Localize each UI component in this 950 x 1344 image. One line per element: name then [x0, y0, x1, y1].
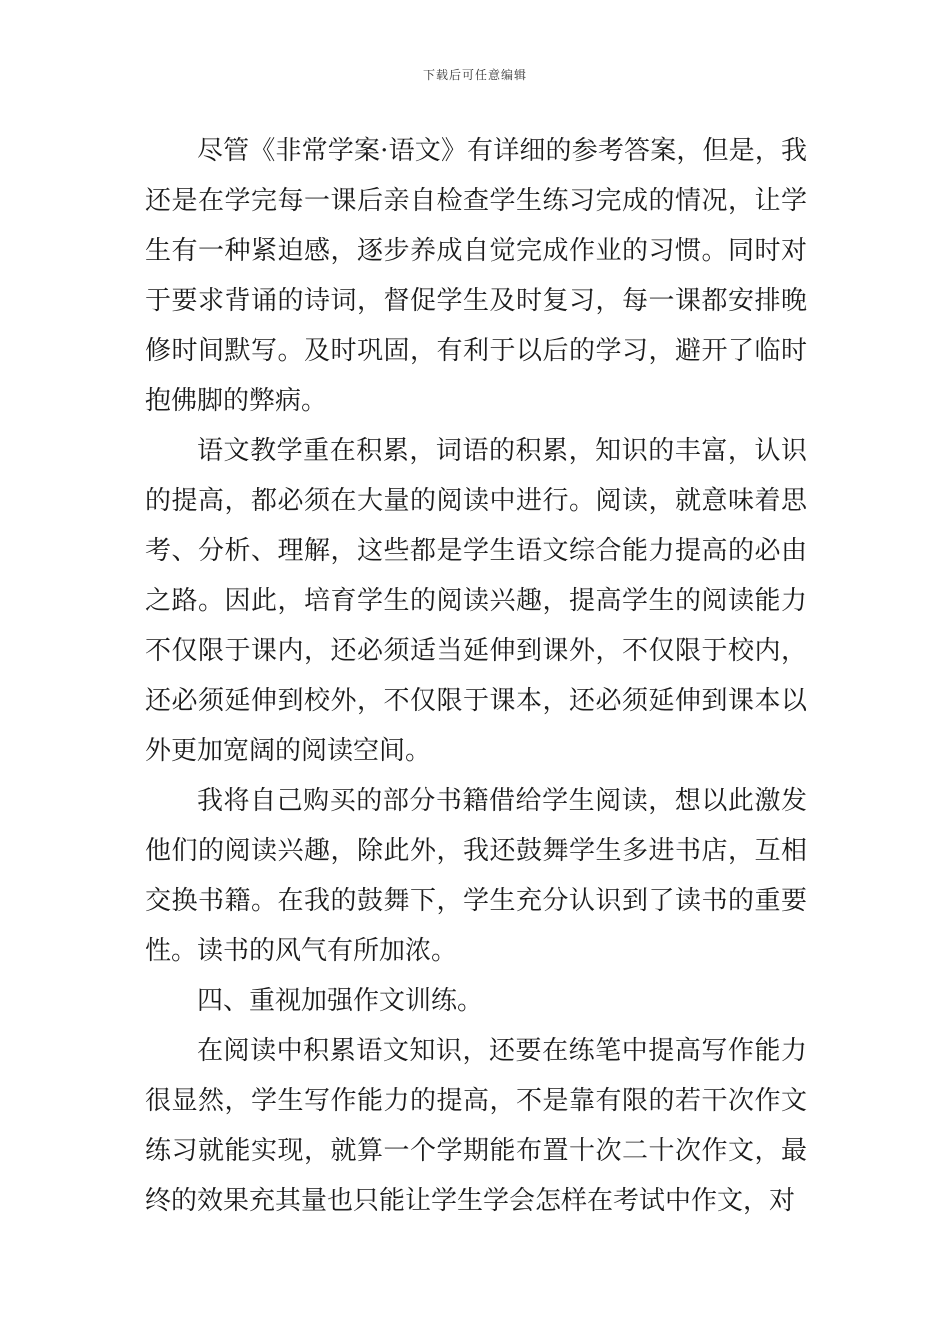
- paragraph-3: 我将自己购买的部分书籍借给学生阅读，想以此激发他们的阅读兴趣，除此外，我还鼓舞学生多进书店，互相交换书籍。在我的鼓舞下，学生充分认识到了读书的重要性。读书的风气有所加浓。: [145, 786, 807, 966]
- paragraph-2: 语文教学重在积累，词语的积累，知识的丰富，认识的提高，都必须在大量的阅读中进行。阅读，就意味着思考、分析、理解，这些都是学生语文综合能力提高的必由之路。因此，培育学生的阅读兴趣，提高学生的阅读能力不仅限于课内，还必须适当延伸到课外，不仅限于校内，还必须延伸到校外，不仅限于课本，还必须延伸到课本以外更加宽阔的阅读空间。: [145, 436, 807, 766]
- paragraph-1: 尽管《非常学案·语文》有详细的参考答案，但是，我还是在学完每一课后亲自检查学生练习完成的情况，让学生有一种紧迫感，逐步养成自觉完成作业的习惯。同时对于要求背诵的诗词，督促学生及时复习，每一课都安排晚修时间默写。及时巩固，有利于以后的学习，避开了临时抱佛脚的弊病。: [145, 136, 807, 416]
- section-heading: 四、重视加强作文训练。: [197, 986, 484, 1016]
- page-header: 下载后可任意编辑: [422, 68, 527, 82]
- paragraph-4: 在阅读中积累语文知识，还要在练笔中提高写作能力很显然，学生写作能力的提高，不是靠有限的若干次作文练习就能实现，就算一个学期能布置十次二十次作文，最终的效果充其量也只能让学生学会怎样在考试中作文，对: [145, 1036, 807, 1216]
- document-body: [145, 126, 807, 1226]
